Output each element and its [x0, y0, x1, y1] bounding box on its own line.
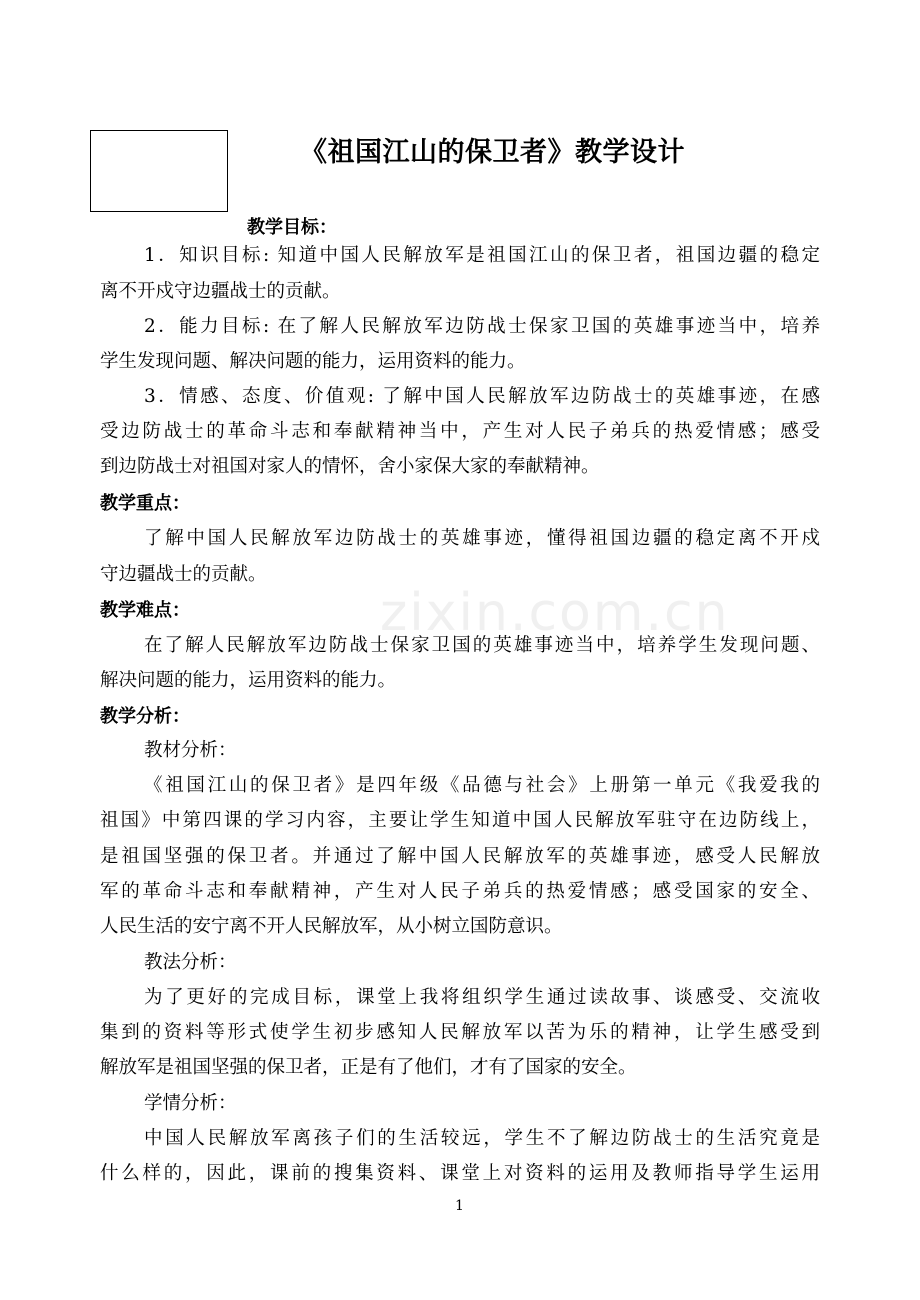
method-line-2: 集到的资料等形式使学生初步感知人民解放军以苦为乐的精神，让学生感受到: [100, 1022, 820, 1043]
document-title: 《祖国江山的保卫者》教学设计: [300, 137, 685, 168]
objectives-heading: 教学目标：: [247, 217, 337, 238]
key-heading: 教学重点：: [100, 493, 190, 514]
key-line-1: 了解中国人民解放军边防战士的英雄事迹，懂得祖国边疆的稳定离不开戍: [144, 528, 820, 549]
key-line-2: 守边疆战士的贡献。: [100, 564, 267, 585]
material-heading: 教材分析：: [144, 740, 237, 761]
objective-1-line-1: 1．知识目标: 知道中国人民解放军是祖国江山的保卫者，祖国边疆的稳定: [144, 245, 820, 266]
material-line-2: 祖国》中第四课的学习内容，主要让学生知道中国人民解放军驻守在边防线上，: [100, 810, 820, 831]
watermark: zixin.com.cn: [380, 583, 730, 643]
student-heading: 学情分析：: [144, 1093, 237, 1114]
difficulty-line-2: 解决问题的能力，运用资料的能力。: [100, 670, 397, 691]
objective-2-line-1: 2．能力目标: 在了解人民解放军边防战士保家卫国的英雄事迹当中，培养: [144, 316, 820, 337]
page-number: 1: [455, 1198, 464, 1214]
material-line-5: 人民生活的安宁离不开人民解放军，从小树立国防意识。: [100, 916, 563, 937]
material-line-1: 《祖国江山的保卫者》是四年级《品德与社会》上册第一单元《我爱我的: [144, 775, 820, 796]
method-heading: 教法分析：: [144, 952, 237, 973]
material-line-3: 是祖国坚强的保卫者。并通过了解中国人民解放军的英雄事迹，感受人民解放: [100, 846, 820, 867]
objective-1-line-2: 离不开戍守边疆战士的贡献。: [100, 281, 341, 302]
student-line-1: 中国人民解放军离孩子们的生活较远，学生不了解边防战士的生活究竟是: [144, 1128, 820, 1149]
empty-box: [90, 130, 228, 212]
analysis-heading: 教学分析：: [100, 706, 190, 727]
objective-3-line-3: 到边防战士对祖国对家人的情怀，舍小家保大家的奉献精神。: [100, 456, 600, 477]
objective-3-line-1: 3．情感、态度、价值观: 了解中国人民解放军边防战士的英雄事迹，在感: [144, 386, 820, 407]
material-line-4: 军的革命斗志和奉献精神，产生对人民子弟兵的热爱情感；感受国家的安全、: [100, 881, 820, 902]
objective-2-line-2: 学生发现问题、解决问题的能力，运用资料的能力。: [100, 351, 526, 372]
difficulty-line-1: 在了解人民解放军边防战士保家卫国的英雄事迹当中，培养学生发现问题、: [144, 635, 820, 656]
difficulty-heading: 教学难点：: [100, 600, 190, 621]
student-line-2: 什么样的，因此，课前的搜集资料、课堂上对资料的运用及教师指导学生运用: [100, 1163, 820, 1184]
method-line-1: 为了更好的完成目标，课堂上我将组织学生通过读故事、谈感受、交流收: [144, 987, 820, 1008]
objective-3-line-2: 受边防战士的革命斗志和奉献精神当中，产生对人民子弟兵的热爱情感；感受: [100, 421, 820, 442]
method-line-3: 解放军是祖国坚强的保卫者，正是有了他们，才有了国家的安全。: [100, 1057, 637, 1078]
